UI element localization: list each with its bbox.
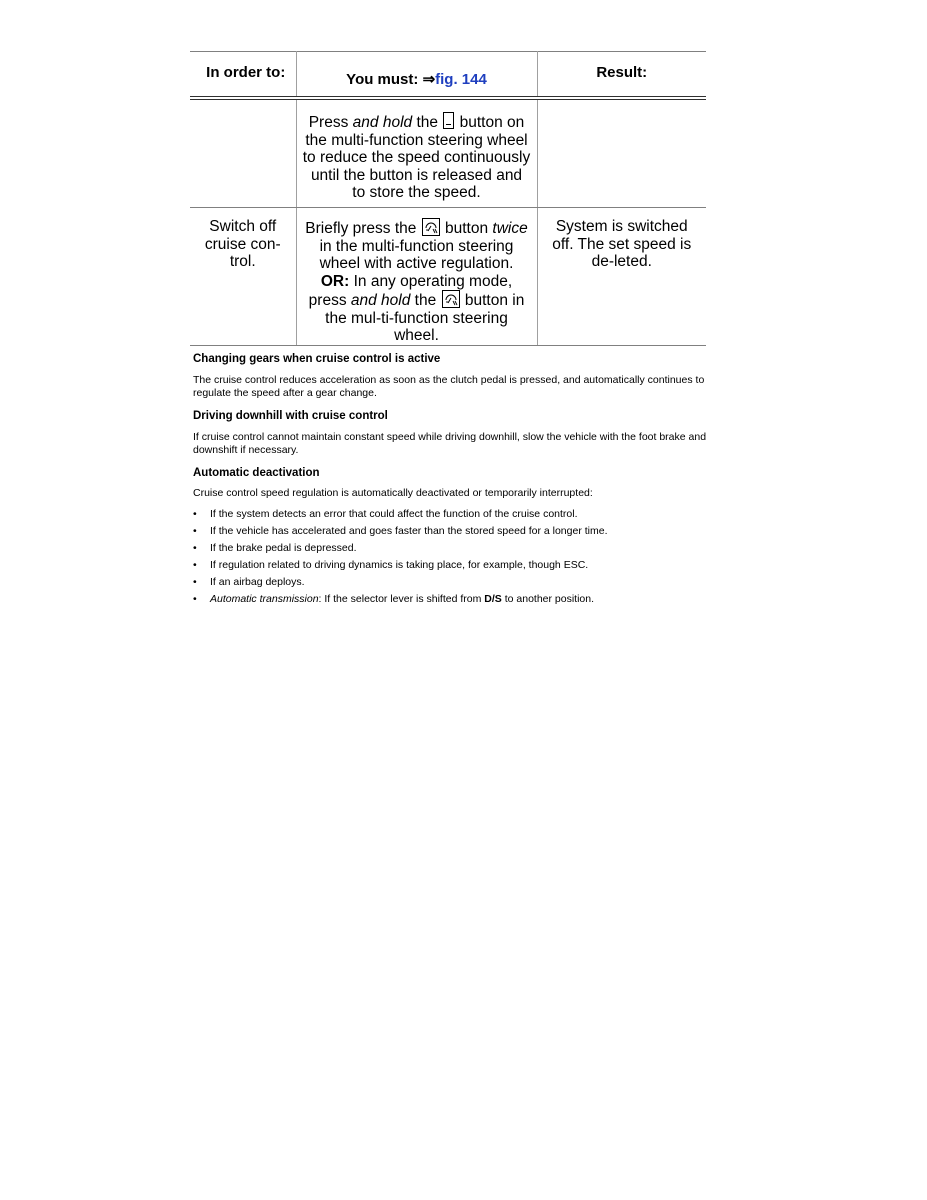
table-cell-empty bbox=[190, 98, 296, 208]
header-you-must-label: You must: bbox=[346, 71, 423, 88]
bullet-icon: • bbox=[193, 525, 197, 537]
section-heading-auto-deactivation: Automatic deactivation bbox=[193, 467, 320, 479]
table-row bbox=[190, 98, 706, 208]
table-cell-action: Press and hold the button on the multi-function steering wheel to reduce the speed continuously until the button is released and to store the speed. bbox=[296, 98, 537, 208]
instruction-table bbox=[190, 51, 706, 346]
bullet-icon: • bbox=[193, 559, 197, 571]
table-row bbox=[190, 208, 706, 346]
cruise-control-button-icon bbox=[442, 290, 460, 308]
bullet-icon: • bbox=[193, 508, 197, 520]
section-text-auto-deactivation: Cruise control speed regulation is automatically deactivated or temporarily interrupted: bbox=[193, 487, 593, 499]
bullet-icon: • bbox=[193, 542, 197, 554]
section-text-changing-gears: The cruise control reduces acceleration as soon as the clutch pedal is pressed, and automatically continues to regulate the speed after a gear change. bbox=[193, 374, 705, 399]
table-cell-result: System is switched off. The set speed is de-leted. bbox=[537, 208, 706, 346]
cruise-control-button-icon bbox=[422, 218, 440, 236]
table-cell-empty bbox=[537, 98, 706, 208]
list-item: • If an airbag deploys. bbox=[193, 574, 713, 591]
header-in-order-to: In order to: bbox=[190, 52, 296, 99]
bullet-icon: • bbox=[193, 576, 197, 588]
arrow-icon: ⇒ bbox=[422, 71, 436, 88]
table-header-row bbox=[190, 52, 706, 99]
list-item: • If the brake pedal is depressed. bbox=[193, 540, 713, 557]
header-you-must bbox=[296, 52, 537, 99]
section-text-downhill: If cruise control cannot maintain constant speed while driving downhill, slow the vehicle with the foot brake and downshift if necessary. bbox=[193, 431, 707, 456]
header-result: Result: bbox=[537, 52, 706, 99]
list-item: • If the system detects an error that could affect the function of the cruise control. bbox=[193, 506, 713, 523]
minus-button-icon bbox=[443, 112, 454, 129]
section-heading-downhill: Driving downhill with cruise control bbox=[193, 410, 388, 422]
list-item: • If the vehicle has accelerated and goes faster than the stored speed for a longer time. bbox=[193, 523, 713, 540]
figure-link[interactable]: fig. 144 bbox=[435, 71, 487, 88]
bullet-icon: • bbox=[193, 593, 197, 605]
table-cell-action: Briefly press the button twice in the multi-function steering wheel with active regulation. OR: In any operating mode, press and hold the button in the mul-ti-function steering wheel. bbox=[296, 208, 537, 346]
list-item: • Automatic transmission: If the selector lever is shifted from D/S to another position. bbox=[193, 591, 713, 608]
section-heading-changing-gears: Changing gears when cruise control is active bbox=[193, 353, 441, 365]
table-cell-purpose: Switch off cruise con-trol. bbox=[190, 208, 296, 346]
list-item: • If regulation related to driving dynamics is taking place, for example, though ESC. bbox=[193, 557, 713, 574]
deactivation-list bbox=[193, 506, 713, 608]
